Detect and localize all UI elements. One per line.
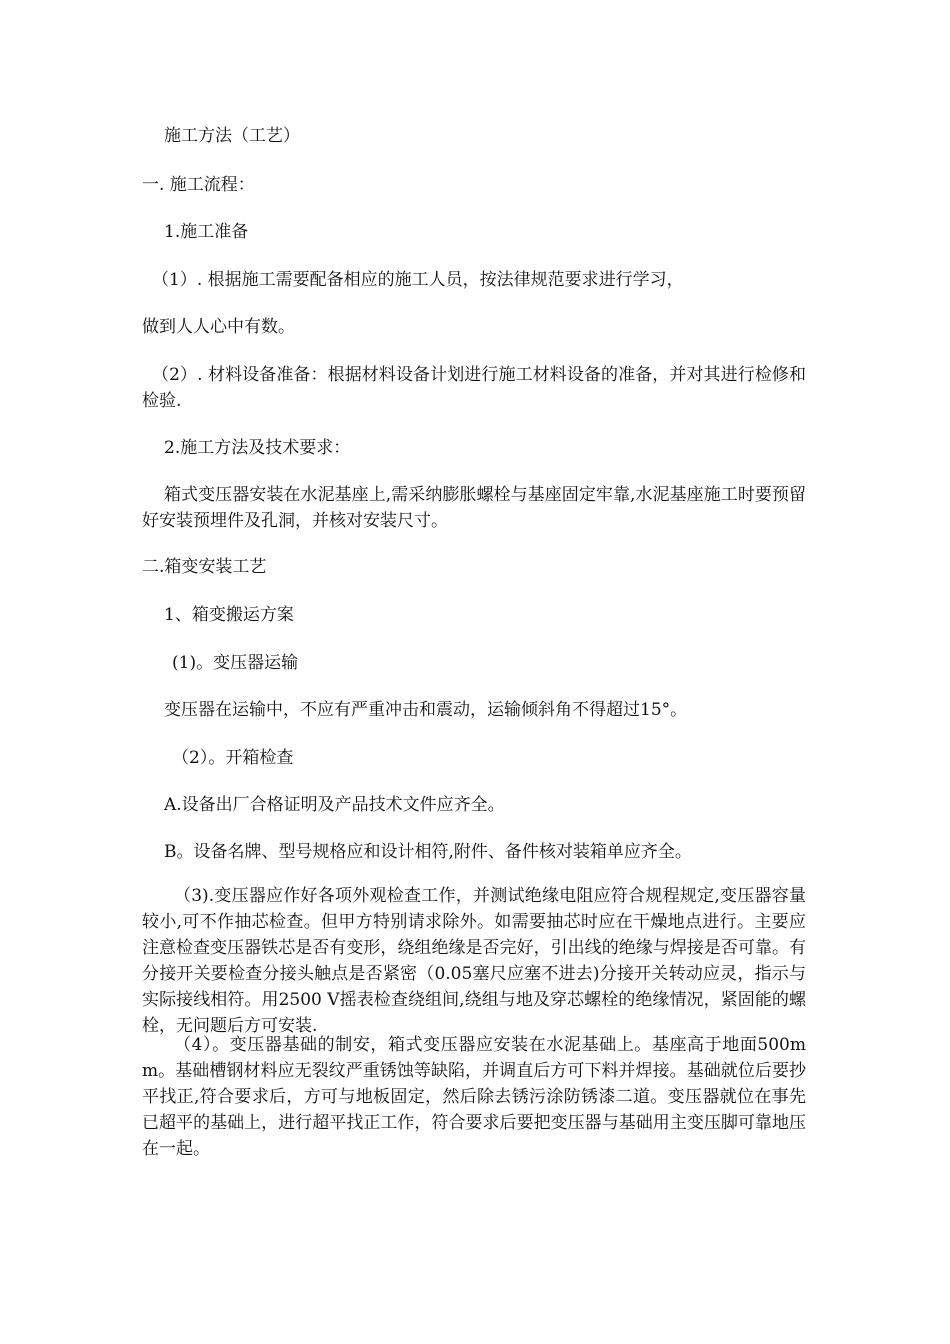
- section-heading-construction-process: 一. 施工流程：: [142, 175, 255, 195]
- check-item-b: B。设备名牌、型号规格应和设计相符,附件、备件核对装箱单应齐全。: [164, 842, 692, 862]
- item-1-line-2: 做到人人心中有数。: [142, 317, 295, 337]
- check-item-a: A.设备出厂合格证明及产品技术文件应齐全。: [164, 795, 505, 815]
- item-1-line-1: （1）. 根据施工需要配备相应的施工人员，按法律规范要求进行学习，: [152, 270, 684, 290]
- subheading-transformer-transport: (1)。变压器运输: [172, 653, 299, 673]
- method-paragraph: 箱式变压器安装在水泥基座上,需采纳膨胀螺栓与基座固定牢靠,水泥基座施工时要预留好安装预埋件及孔洞，并核对安装尺寸。: [142, 485, 806, 531]
- subheading-preparation: 1.施工准备: [164, 222, 249, 242]
- document-title: 施工方法（工艺）: [164, 126, 300, 146]
- item-2-paragraph: （2）. 材料设备准备：根据材料设备计划进行施工材料设备的准备，并对其进行检修和检验.: [142, 365, 806, 411]
- section-heading-installation: 二.箱变安装工艺: [142, 557, 267, 577]
- subheading-transport-plan: 1、箱变搬运方案: [164, 605, 294, 625]
- item-3-paragraph: （3).变压器应作好各项外观检查工作，并测试绝缘电阻应符合规程规定,变压器容量较小,可不作抽芯检查。但甲方特别请求除外。如需要抽芯时应在干燥地点进行。主要应注意检查变压器铁芯是否有变形，绕组绝缘是否完好，引出线的绝缘与焊接是否可靠。有分接开关要检查分接头触点是否紧密（0.05塞尺应塞不进去)分接开关转动应灵，指示与实际接线相符。用2500 V摇表检查绕组间,绕组与地及穿芯螺栓的绝缘情况，紧固能的螺栓，无问题后方可安装.: [142, 886, 806, 1036]
- subheading-unpacking-inspection: （2）。开箱检查: [172, 748, 294, 768]
- subheading-methods: 2.施工方法及技术要求：: [164, 438, 351, 458]
- item-4-paragraph: （4）。变压器基础的制安，箱式变压器应安装在水泥基础上。基座高于地面500mm。基础槽钢材料应无裂纹严重锈蚀等缺陷，并调直后方可下料并焊接。基础就位后要抄平找正,符合要求后，方可与地板固定，然后除去锈污涂防锈漆二道。变压器就位在事先已超平的基础上，进行超平找正工作，符合要求后要把变压器与基础用主变压脚可靠地压在一起。: [142, 1035, 806, 1159]
- transport-text: 变压器在运输中，不应有严重冲击和震动，运输倾斜角不得超过15°。: [164, 700, 688, 720]
